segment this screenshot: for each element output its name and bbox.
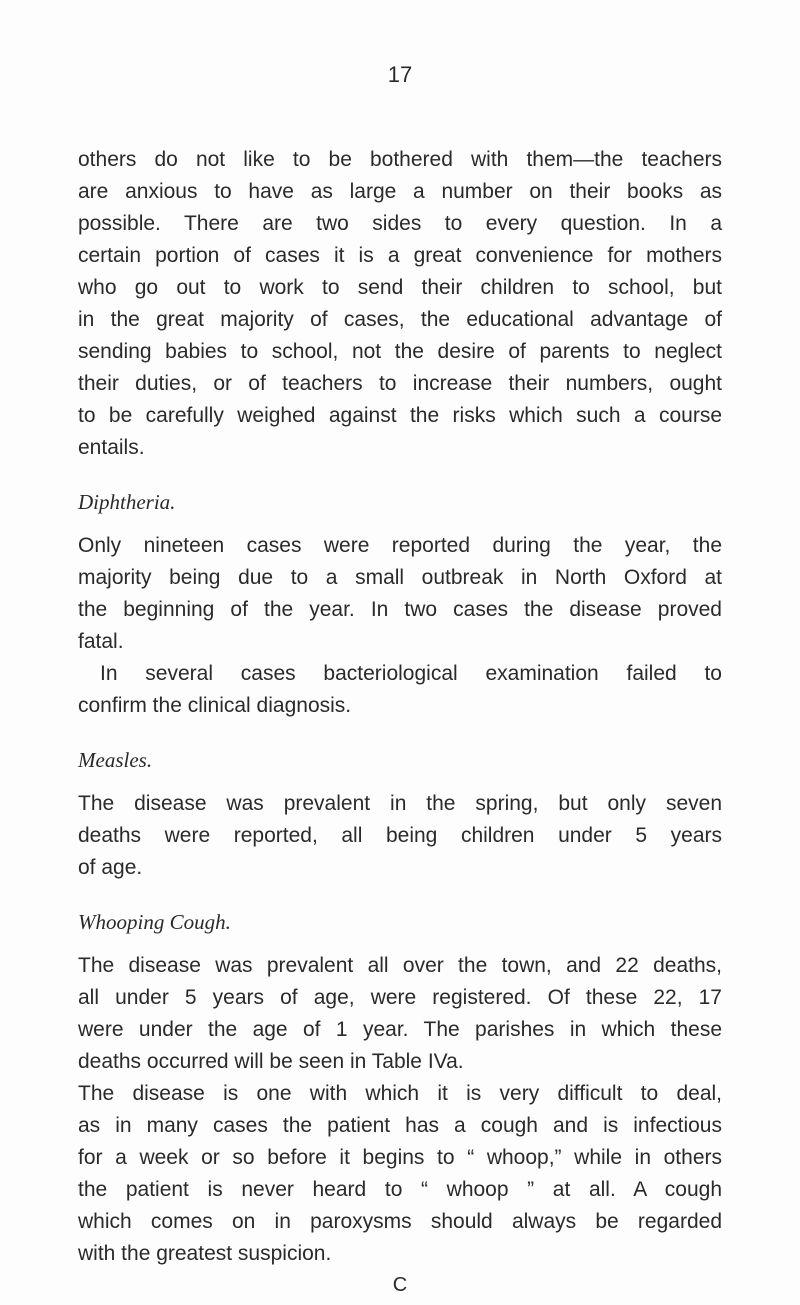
text-line: In several cases bacteriological examination failed to	[100, 662, 722, 685]
text-line: as in many cases the patient has a cough and is infectious	[78, 1114, 722, 1137]
text-line: were under the age of 1 year. The parishes in which these	[78, 1018, 722, 1041]
text-line: sending babies to school, not the desire of parents to neglect	[78, 340, 722, 363]
text-line: who go out to work to send their children to school, but	[78, 276, 722, 299]
text-line: The disease was prevalent all over the town, and 22 deaths,	[78, 954, 722, 977]
text-line: which comes on in paroxysms should always be regarded	[78, 1210, 722, 1233]
signature-mark: C	[392, 1274, 408, 1296]
text-line: with the greatest suspicion.	[78, 1242, 332, 1265]
text-line: all under 5 years of age, were registered. Of these 22, 17	[78, 986, 722, 1009]
text-line: in the great majority of cases, the educational advantage of	[78, 308, 722, 331]
text-line: The disease was prevalent in the spring, but only seven	[78, 792, 722, 815]
measles-heading: Measles.	[78, 748, 153, 772]
text-line: their duties, or of teachers to increase their numbers, ought	[78, 372, 722, 395]
text-line: deaths were reported, all being children under 5 years	[78, 824, 722, 847]
text-line: confirm the clinical diagnosis.	[78, 694, 352, 717]
page-number: 17	[387, 62, 413, 87]
text-line: Only nineteen cases were reported during the year, the	[78, 534, 722, 557]
text-line: fatal.	[78, 630, 124, 653]
text-line: certain portion of cases it is a great convenience for mothers	[78, 244, 722, 267]
text-line: majority being due to a small outbreak in North Oxford at	[78, 566, 722, 589]
text-line: possible. There are two sides to every question. In a	[78, 212, 722, 235]
text-line: deaths occurred will be seen in Table IVa.	[78, 1050, 464, 1073]
whooping-cough-heading: Whooping Cough.	[78, 910, 231, 934]
text-line: others do not like to be bothered with them—the teachers	[78, 148, 722, 171]
text-line: The disease is one with which it is very difficult to deal,	[78, 1082, 722, 1105]
text-line: of age.	[78, 856, 143, 879]
text-line: for a week or so before it begins to “ whoop,” while in others	[78, 1146, 722, 1169]
text-line: the patient is never heard to “ whoop ” at all. A cough	[78, 1178, 722, 1201]
text-line: the beginning of the year. In two cases the disease proved	[78, 598, 722, 621]
text-line: to be carefully weighed against the risks which such a course	[78, 404, 722, 427]
diphtheria-heading: Diphtheria.	[78, 490, 176, 514]
text-line: are anxious to have as large a number on their books as	[78, 180, 722, 203]
text-line: entails.	[78, 436, 145, 459]
